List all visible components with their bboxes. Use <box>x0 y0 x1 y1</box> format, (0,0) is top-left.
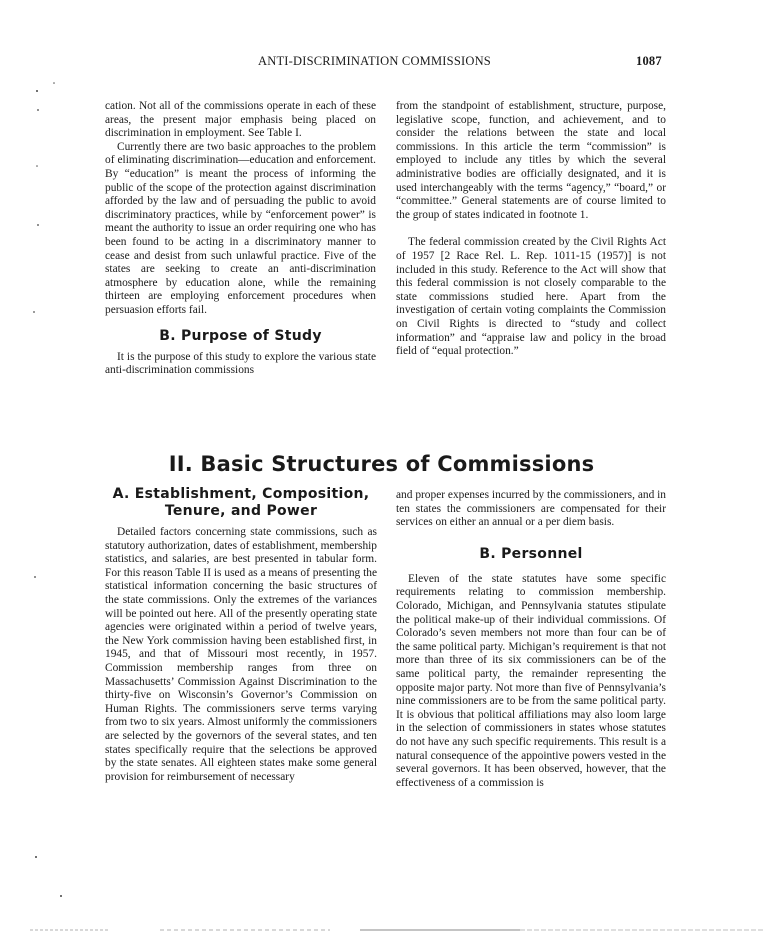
right-column-top <box>396 100 666 359</box>
running-head-title: ANTI-DISCRIMINATION COMMISSIONS <box>258 54 491 68</box>
right-column-bottom <box>396 489 666 790</box>
paragraph: Currently there are two basic approaches to the problem of eliminating discrimination—education and enforcement. By “education” is meant the process of informing the public of the scope of the protection against discrimination afforded by the law and of persuading the public to avoid discriminatory practices, while by “enforcement power” is meant the authority to issue an order requiring one who has been found to be acting in a discriminatory manner to cease and desist from such unlawful practice. Five of the states are seeking to create an anti-discrimination atmosphere by education alone, while the remaining thirteen are employing enforcement procedures when persuasion efforts fail. <box>105 140 376 316</box>
paragraph: from the standpoint of establishment, structure, purpose, legislative scope, function, and achievement, and to consider the relations between the state and local commissions. In this article the term “commission” is employed to include any titles by which the several administrative bodies are officially designated, and it is used interchangeably with the terms “agency,” “board,” or “committee.” General statements are of course limited to the group of states indicated in footnote 1. <box>396 100 666 221</box>
heading-line: Tenure, and Power <box>164 503 318 519</box>
subsection-heading-establishment <box>105 486 377 520</box>
paragraph: The federal commission created by the Civil Rights Act of 1957 [2 Race Rel. L. Rep. 1011-15 (1957)] is not included in this study. Reference to the Act will show that this federal commission is not closely comparable to the state commissions studied here. Apart from the investigation of certain voting complaints the Commission on Civil Rights is directed to “study and collect information” and “appraise law and policy in the broad field of “equal protection.” <box>396 236 666 358</box>
left-column-top <box>105 100 376 378</box>
paragraph: Detailed factors concerning state commissions, such as statutory authorization, dates of establishment, membership statistics, and salaries, are best presented in tabular form. For this reason Table II is used as a means of presenting the statistical information concerning the basic structures of the state commissions. Only the extremes of the variances will be pointed out here. All of the presently operating state agencies were originated within a period of twelve years, the New York commission having been established first, in 1945, and that of Missouri most recently, in 1957. Commission membership ranges from three on Massachusetts’ Commission Against Discrimination to the thirty-five on Wisconsin’s Governor’s Commission on Human Rights. The commissioners serve terms varying from two to six years. Almost uniformly the commissioners are selected by the governors of the several states, and ten states specifically require that the selections be approved by the state senates. All eighteen states make some general provision for reimbursement of necessary <box>105 526 377 783</box>
subsection-heading-purpose: B. Purpose of Study <box>159 327 322 344</box>
left-column-bottom <box>105 486 377 784</box>
paragraph: and proper expenses incurred by the commissioners, and in ten states the commissioners are compensated for their services on either an annual or a per diem basis. <box>396 489 666 529</box>
paragraph: It is the purpose of this study to explore the various state anti-discrimination commissions <box>105 350 376 377</box>
subsection-heading-personnel: B. Personnel <box>479 545 583 562</box>
page-number: 1087 <box>636 54 662 68</box>
paragraph: Eleven of the state statutes have some specific requirements relating to commission membership. Colorado, Michigan, and Pennsylvania statutes stipulate the political make-up of their individual commissions. Of Colorado’s seven members not more than four can be of the same political party. Michigan’s requirement is that not more than three of its six commissioners can be of the same political party, the remainder representing the opposite major party. Not more than five of Pennsylvania’s nine commissioners are to be from the same political party. It is obvious that political affiliations may also loom large in the selection of commissioners in states whose statutes do not have any such specific requirements. This result is a natural consequence of the appointive powers vested in the several governors. It has been observed, however, that the effectiveness of a commission is <box>396 572 666 789</box>
section-title: II. Basic Structures of Commissions <box>168 452 595 476</box>
paragraph: cation. Not all of the commissions operate in each of these areas, the present major emphasis being placed on discrimination in employment. See Table I. <box>105 100 376 140</box>
heading-line: A. Establishment, Composition, <box>112 486 370 502</box>
